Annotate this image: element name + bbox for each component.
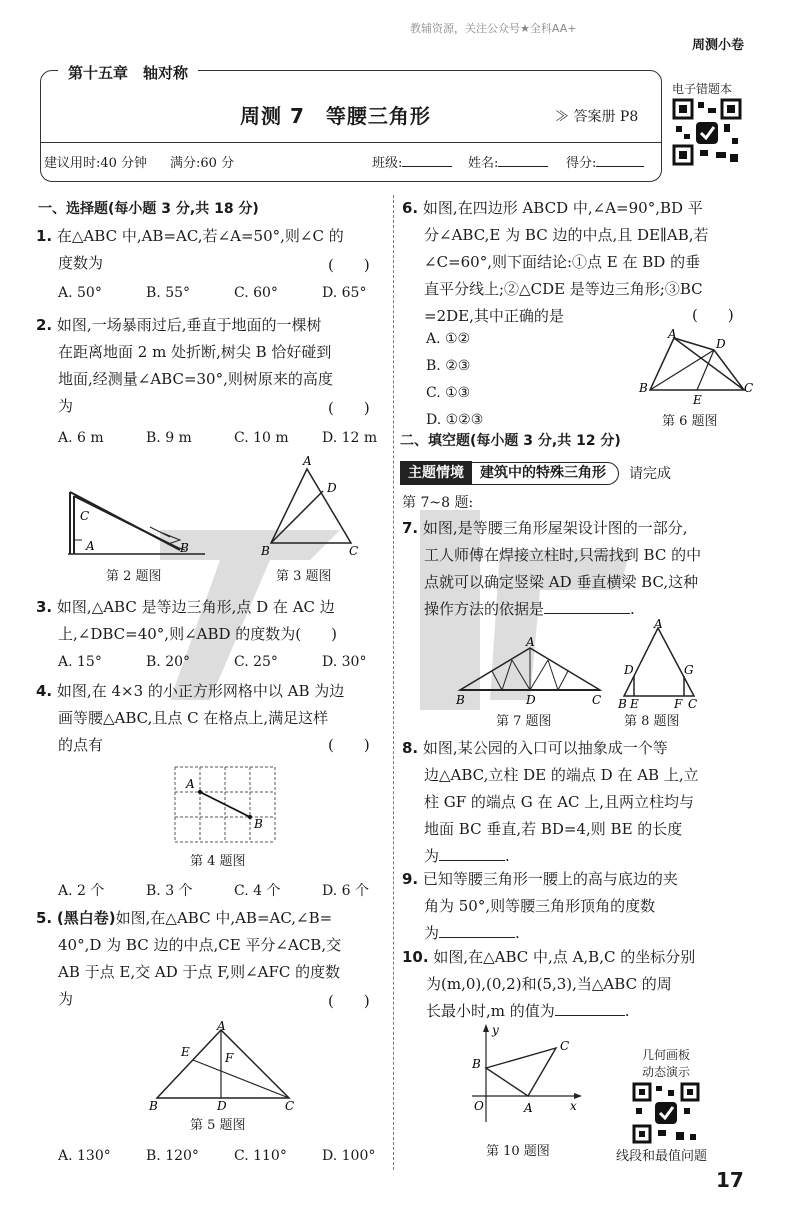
- q9: 9. 已知等腰三角形一腰上的高与底边的夹 角为 50°,则等腰三角形顶角的度数 为 .: [402, 870, 678, 942]
- fig3-label-a: A: [303, 455, 312, 468]
- header-divider: [40, 142, 662, 143]
- q3-option-c[interactable]: C. 25°: [234, 654, 278, 670]
- fig8-label-b: B: [618, 697, 627, 710]
- q5-option-d[interactable]: D. 100°: [322, 1148, 376, 1164]
- section2-title: 二、填空题(每小题 3 分,共 12 分): [400, 433, 621, 449]
- q6-options: [426, 326, 483, 434]
- fig2-caption: 第 2 题图: [106, 569, 162, 584]
- fig4-label-a: A: [186, 777, 195, 791]
- q2-option-d[interactable]: D. 12 m: [322, 430, 378, 446]
- qr2-label-2: 动态演示: [642, 1065, 691, 1079]
- figure-4: [170, 762, 280, 844]
- q1-option-d[interactable]: D. 65°: [322, 285, 367, 301]
- fig2-label-c: C: [80, 509, 90, 523]
- q6-option-b[interactable]: B. ②③: [426, 358, 471, 374]
- q2-paren: ( ): [328, 399, 370, 417]
- q5: 5. (黑白卷)如图,在△ABC 中,AB=AC,∠B= 40°,D 为 BC 边的中点,CE 平分∠ACB,交 AB 于点 E,交 AD 于点 F,则∠AFC 的度数 为: [36, 909, 342, 1008]
- fig10-label-x: x: [570, 1099, 577, 1113]
- fig5-label-f: F: [225, 1051, 234, 1065]
- qr2-label-1: 几何画板: [642, 1048, 691, 1062]
- chapter-title: 第十五章 轴对称: [58, 62, 198, 83]
- theme-tail: 请完成: [629, 466, 671, 482]
- fig7-label-c: C: [592, 693, 602, 707]
- q3: 3. 如图,△ABC 是等边三角形,点 D 在 AC 边 上,∠DBC=40°,则∠ABD 的度数为( ): [36, 598, 337, 643]
- fig6-label-b: B: [639, 381, 648, 395]
- theme-range: 第 7~8 题:: [402, 495, 474, 511]
- fig10-label-y: y: [492, 1023, 499, 1037]
- q5-option-a[interactable]: A. 130°: [58, 1148, 111, 1164]
- q5-paren: ( ): [328, 992, 370, 1010]
- fig4-caption: 第 4 题图: [190, 854, 246, 869]
- qr-code-icon[interactable]: [672, 98, 742, 166]
- class-field: 班级:: [372, 152, 452, 171]
- fig8-label-e: E: [630, 697, 639, 710]
- q3-option-b[interactable]: B. 20°: [146, 654, 191, 670]
- q4-option-b[interactable]: B. 3 个: [146, 883, 193, 899]
- theme-topic: 建筑中的特殊三角形: [472, 462, 619, 485]
- theme-tag: 主题情境: [400, 461, 472, 485]
- figure-5: [145, 1020, 305, 1112]
- full-score: 满分:60 分: [170, 156, 235, 171]
- q4-option-a[interactable]: A. 2 个: [58, 883, 105, 899]
- fig5-label-d: D: [217, 1099, 227, 1112]
- fig3-caption: 第 3 题图: [276, 569, 332, 584]
- fig3-label-b: B: [261, 544, 270, 558]
- q1: 1. 在△ABC 中,AB=AC,若∠A=50°,则∠C 的 度数为: [36, 227, 344, 272]
- q1-option-b[interactable]: B. 55°: [146, 285, 191, 301]
- fig5-label-a: A: [217, 1020, 226, 1033]
- q5-option-b[interactable]: B. 120°: [146, 1148, 199, 1164]
- q6-paren: ( ): [692, 306, 734, 324]
- q1-paren: ( ): [328, 256, 370, 274]
- q3-options: [58, 654, 392, 670]
- q10: 10. 如图,在△ABC 中,点 A,B,C 的坐标分别 为(m,0),(0,2)和(5,3),当△ABC 的周 长最小时,m 的值为 .: [402, 948, 696, 1020]
- fig8-label-g: G: [684, 663, 694, 677]
- fig6-label-c: C: [744, 381, 754, 395]
- figure-7: [452, 636, 602, 708]
- q4-options: [58, 880, 392, 900]
- fig6-label-e: E: [693, 393, 702, 406]
- figure-2: [60, 482, 210, 562]
- figure-6: [636, 328, 756, 406]
- q7: 7. 如图,是等腰三角形屋架设计图的一部分, 工人师傅在焊接立柱时,只需找到 BC 的中 点就可以确定竖梁 AD 垂直横梁 BC,这种 操作方法的依据是 .: [402, 519, 702, 618]
- q2: 2. 如图,一场暴雨过后,垂直于地面的一棵树 在距离地面 2 m 处折断,树尖 B 恰好碰到 地面,经测量∠ABC=30°,则树原来的高度 为: [36, 316, 333, 415]
- fig10-caption: 第 10 题图: [486, 1144, 550, 1159]
- fig7-label-b: B: [456, 693, 465, 707]
- q2-option-a[interactable]: A. 6 m: [58, 430, 104, 446]
- fig2-label-b: B: [180, 541, 189, 555]
- fig5-label-b: B: [149, 1099, 158, 1112]
- name-field: 姓名:: [468, 152, 548, 171]
- fig4-label-b: B: [254, 817, 263, 831]
- fig10-label-b: B: [472, 1057, 481, 1071]
- q6: 6. 如图,在四边形 ABCD 中,∠A=90°,BD 平 分∠ABC,E 为 BC 边的中点,且 DE∥AB,若 ∠C=60°,则下面结论:①点 E 在 BD 的垂 直平分线上;②△CDE 是等边三角形;③BC =2DE,其中正确的是: [402, 199, 709, 325]
- series-label: 周测小卷: [692, 38, 745, 53]
- q4-option-d[interactable]: D. 6 个: [322, 883, 369, 899]
- fig8-label-f: F: [674, 697, 683, 710]
- q6-option-a[interactable]: A. ①②: [426, 331, 471, 347]
- theme-banner: [400, 461, 671, 485]
- qr-code-dynamic-icon[interactable]: [632, 1082, 700, 1144]
- fig10-label-o: O: [474, 1099, 484, 1113]
- figure-3: [255, 455, 370, 560]
- q2-option-c[interactable]: C. 10 m: [234, 430, 289, 446]
- q4-option-c[interactable]: C. 4 个: [234, 883, 281, 899]
- fig2-label-a: A: [86, 539, 95, 553]
- fig10-label-c: C: [560, 1039, 570, 1053]
- fig8-caption: 第 8 题图: [624, 714, 680, 729]
- fig7-label-a: A: [526, 636, 535, 649]
- fig6-caption: 第 6 题图: [662, 414, 718, 429]
- q2-option-b[interactable]: B. 9 m: [146, 430, 192, 446]
- fig7-caption: 第 7 题图: [496, 714, 552, 729]
- qr2-bottom-label: 线段和最值问题: [616, 1149, 708, 1164]
- column-divider: [393, 195, 394, 1170]
- fig7-label-d: D: [526, 693, 536, 707]
- fig6-label-a: A: [668, 328, 677, 341]
- q4-paren: ( ): [328, 736, 370, 754]
- q2-options: [58, 430, 392, 446]
- fig10-label-a: A: [524, 1101, 533, 1115]
- figure-8: [616, 618, 706, 710]
- score-field: 得分:: [566, 152, 644, 171]
- q4: 4. 如图,在 4×3 的小正方形网格中以 AB 为边 画等腰△ABC,且点 C 在格点上,满足这样 的点有: [36, 682, 345, 754]
- q8: 8. 如图,某公园的入口可以抽象成一个等 边△ABC,立柱 DE 的端点 D 在 AB 上,立 柱 GF 的端点 G 在 AC 上,且两立柱均与 地面 BC 垂直,若 BD=4,则 BE 的长度 为 .: [402, 739, 699, 865]
- q5-option-c[interactable]: C. 110°: [234, 1148, 287, 1164]
- q5-options: [58, 1148, 392, 1164]
- fig3-label-d: D: [327, 481, 337, 495]
- q1-option-a[interactable]: A. 50°: [58, 285, 102, 301]
- qr-label: 电子错题本: [672, 82, 733, 96]
- q1-option-c[interactable]: C. 60°: [234, 285, 278, 301]
- fig5-label-e: E: [181, 1045, 190, 1059]
- fig3-label-c: C: [349, 544, 359, 558]
- fig5-caption: 第 5 题图: [190, 1118, 246, 1133]
- figure-10: [464, 1022, 584, 1132]
- fig5-label-c: C: [285, 1099, 295, 1112]
- time-info: 建议用时:40 分钟: [44, 156, 148, 171]
- promo-text: 教辅资源，关注公众号★全科AA+: [410, 22, 577, 35]
- q3-option-d[interactable]: D. 30°: [322, 654, 367, 670]
- fig8-label-c: C: [688, 697, 698, 710]
- q6-option-d[interactable]: D. ①②③: [426, 412, 484, 428]
- q3-option-a[interactable]: A. 15°: [58, 654, 102, 670]
- fig8-label-a: A: [654, 618, 663, 631]
- section1-title: 一、选择题(每小题 3 分,共 18 分): [38, 201, 259, 217]
- fig6-label-d: D: [716, 337, 726, 351]
- page-number: 17: [716, 1168, 744, 1192]
- answer-ref: ≫ 答案册 P8: [555, 109, 639, 125]
- q6-option-c[interactable]: C. ①③: [426, 385, 471, 401]
- fig8-label-d: D: [624, 663, 634, 677]
- page-title: 周测 7 等腰三角形: [240, 104, 431, 128]
- q1-options: [58, 285, 392, 301]
